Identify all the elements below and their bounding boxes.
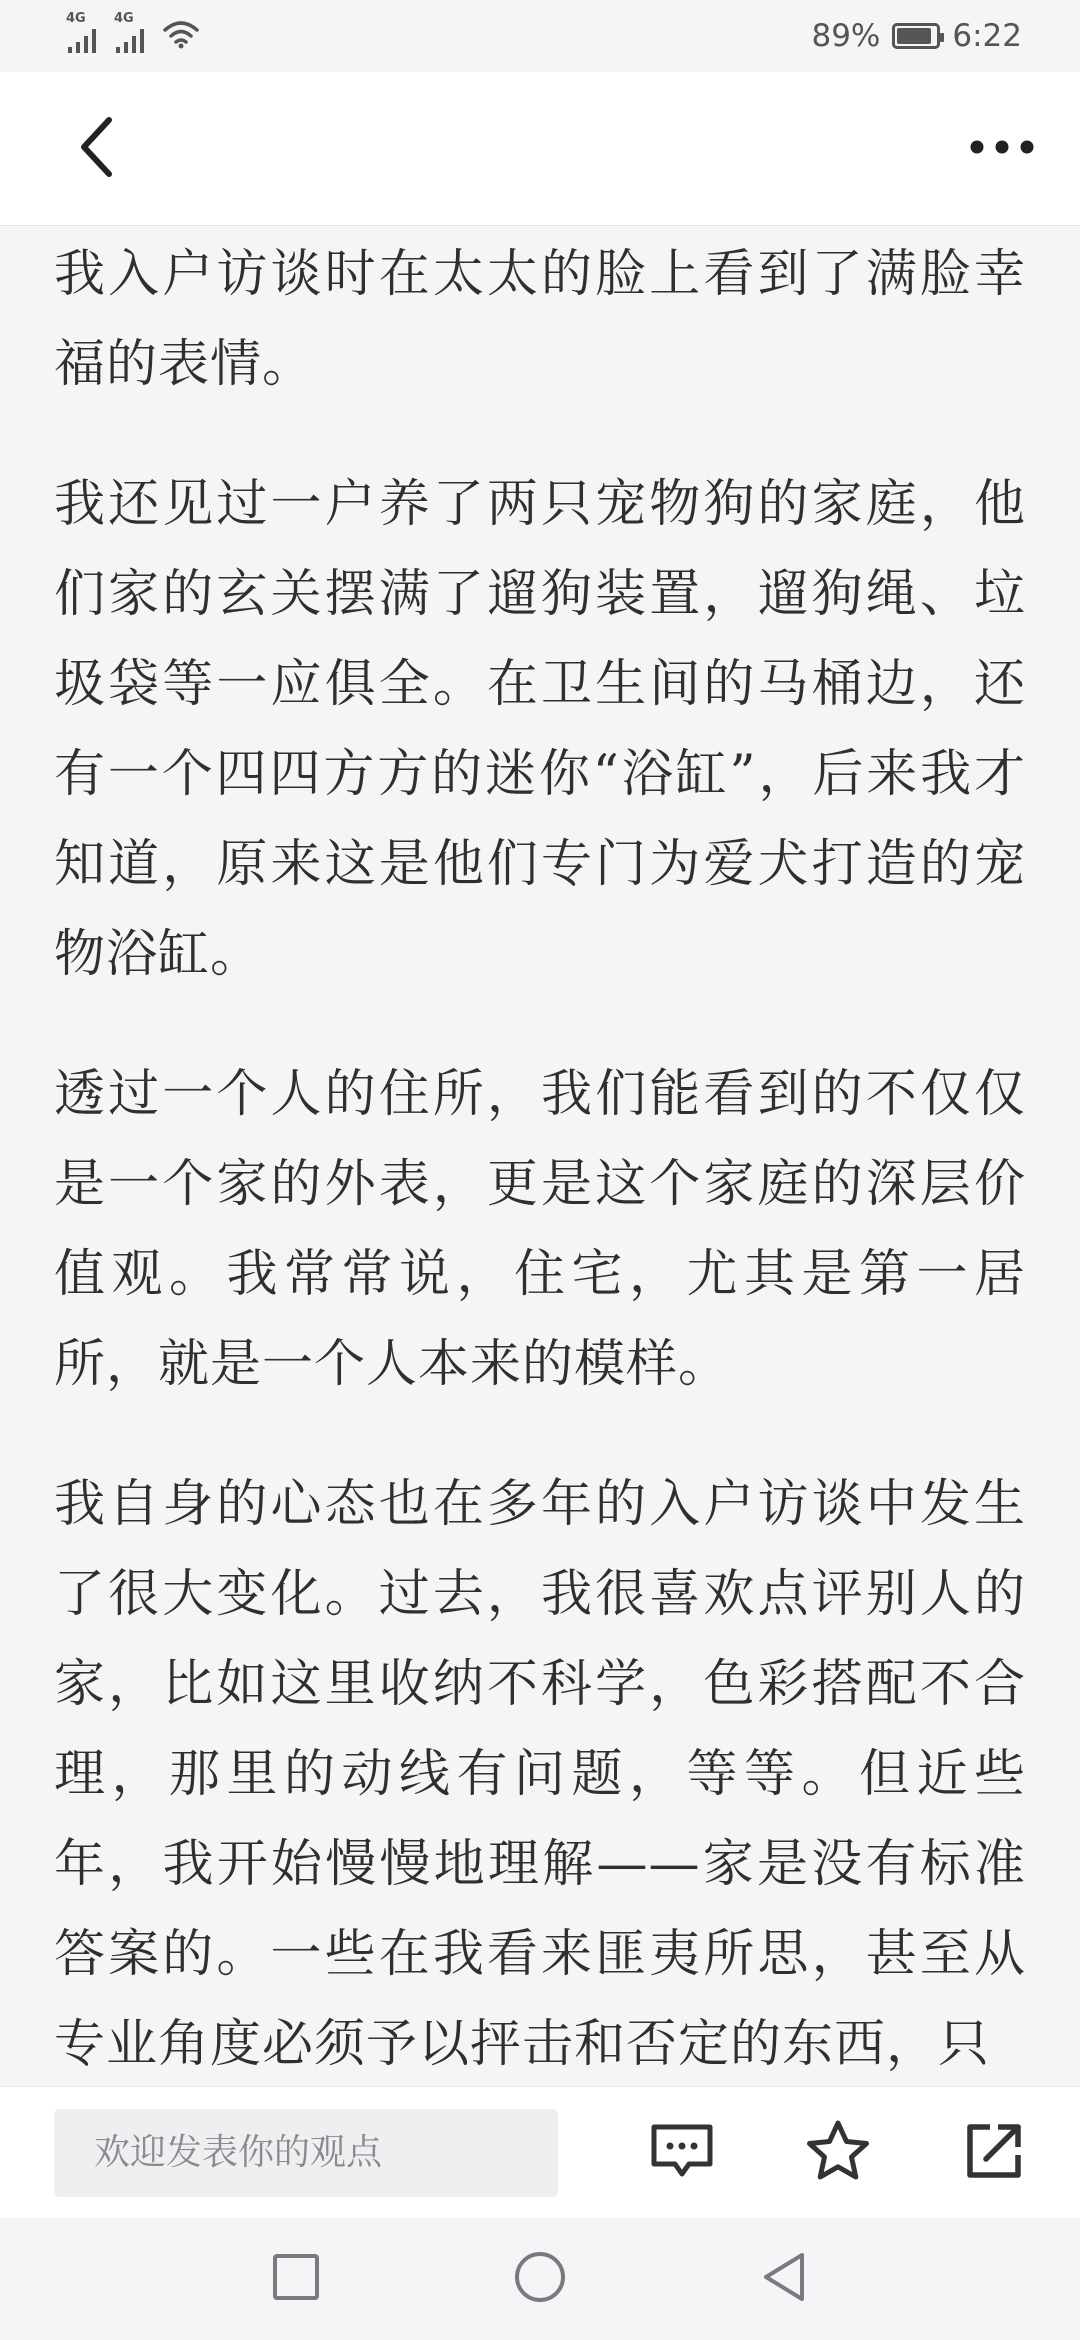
clock: 6:22 — [952, 18, 1022, 54]
article-paragraph: 我还见过一户养了两只宠物狗的家庭，他们家的玄关摆满了遛狗装置，遛狗绳、垃圾袋等一应俱全。在卫生间的马桶边，还有一个四四方方的迷你“浴缸”，后来我才知道，原来这是他们专门为爱犬打造的宠物浴缸。 — [54, 475, 1026, 984]
favorite-button[interactable] — [792, 2107, 884, 2199]
article-paragraph: 我自身的心态也在多年的入户访谈中发生了很大变化。过去，我很喜欢点评别人的家，比如这里收纳不科学，色彩搭配不合理，那里的动线有问题，等等。但近些年，我开始慢慢地理解——家是没有标准答案的。一些在我看来匪夷所思，甚至从专业角度必须予以抨击和否定的东西，只 — [54, 1475, 1026, 2074]
network-type-label: 4G — [114, 11, 134, 26]
chevron-left-icon — [76, 116, 116, 182]
share-button[interactable] — [948, 2107, 1040, 2199]
wifi-icon — [162, 19, 200, 53]
comment-action-bar — [0, 2086, 1080, 2218]
signal-icon — [114, 11, 148, 53]
star-icon — [805, 2119, 871, 2187]
status-bar — [0, 0, 1080, 72]
article-paragraph: 透过一个人的住所，我们能看到的不仅仅是一个家的外表，更是这个家庭的深层价值观。我常常说，住宅，尤其是第一居所，就是一个人本来的模样。 — [54, 1065, 1026, 1394]
article-actions — [636, 2107, 1040, 2199]
home-icon — [514, 2251, 566, 2307]
status-right — [811, 18, 1022, 54]
nav-back-button[interactable] — [748, 2243, 820, 2315]
battery-icon — [892, 23, 940, 49]
article-content[interactable] — [0, 226, 1080, 2086]
recent-apps-button[interactable] — [260, 2243, 332, 2315]
battery-level — [897, 28, 931, 44]
article-paragraph: 我入户访谈时在太太的脸上看到了满脸幸福的表情。 — [54, 245, 1026, 394]
back-button[interactable] — [56, 109, 136, 189]
more-horizontal-icon — [969, 139, 1035, 159]
comments-button[interactable] — [636, 2107, 728, 2199]
system-nav-bar — [0, 2218, 1080, 2340]
home-button[interactable] — [504, 2243, 576, 2315]
signal-icon — [66, 11, 100, 53]
comment-icon — [649, 2122, 715, 2184]
network-type-label: 4G — [66, 11, 86, 26]
more-button[interactable] — [962, 109, 1042, 189]
back-icon — [760, 2251, 808, 2307]
recent-apps-icon — [272, 2253, 320, 2305]
battery-percent: 89% — [811, 18, 881, 54]
comment-input[interactable] — [54, 2109, 558, 2197]
status-indicators — [66, 11, 200, 53]
app-header — [0, 72, 1080, 226]
share-icon — [964, 2121, 1024, 2185]
